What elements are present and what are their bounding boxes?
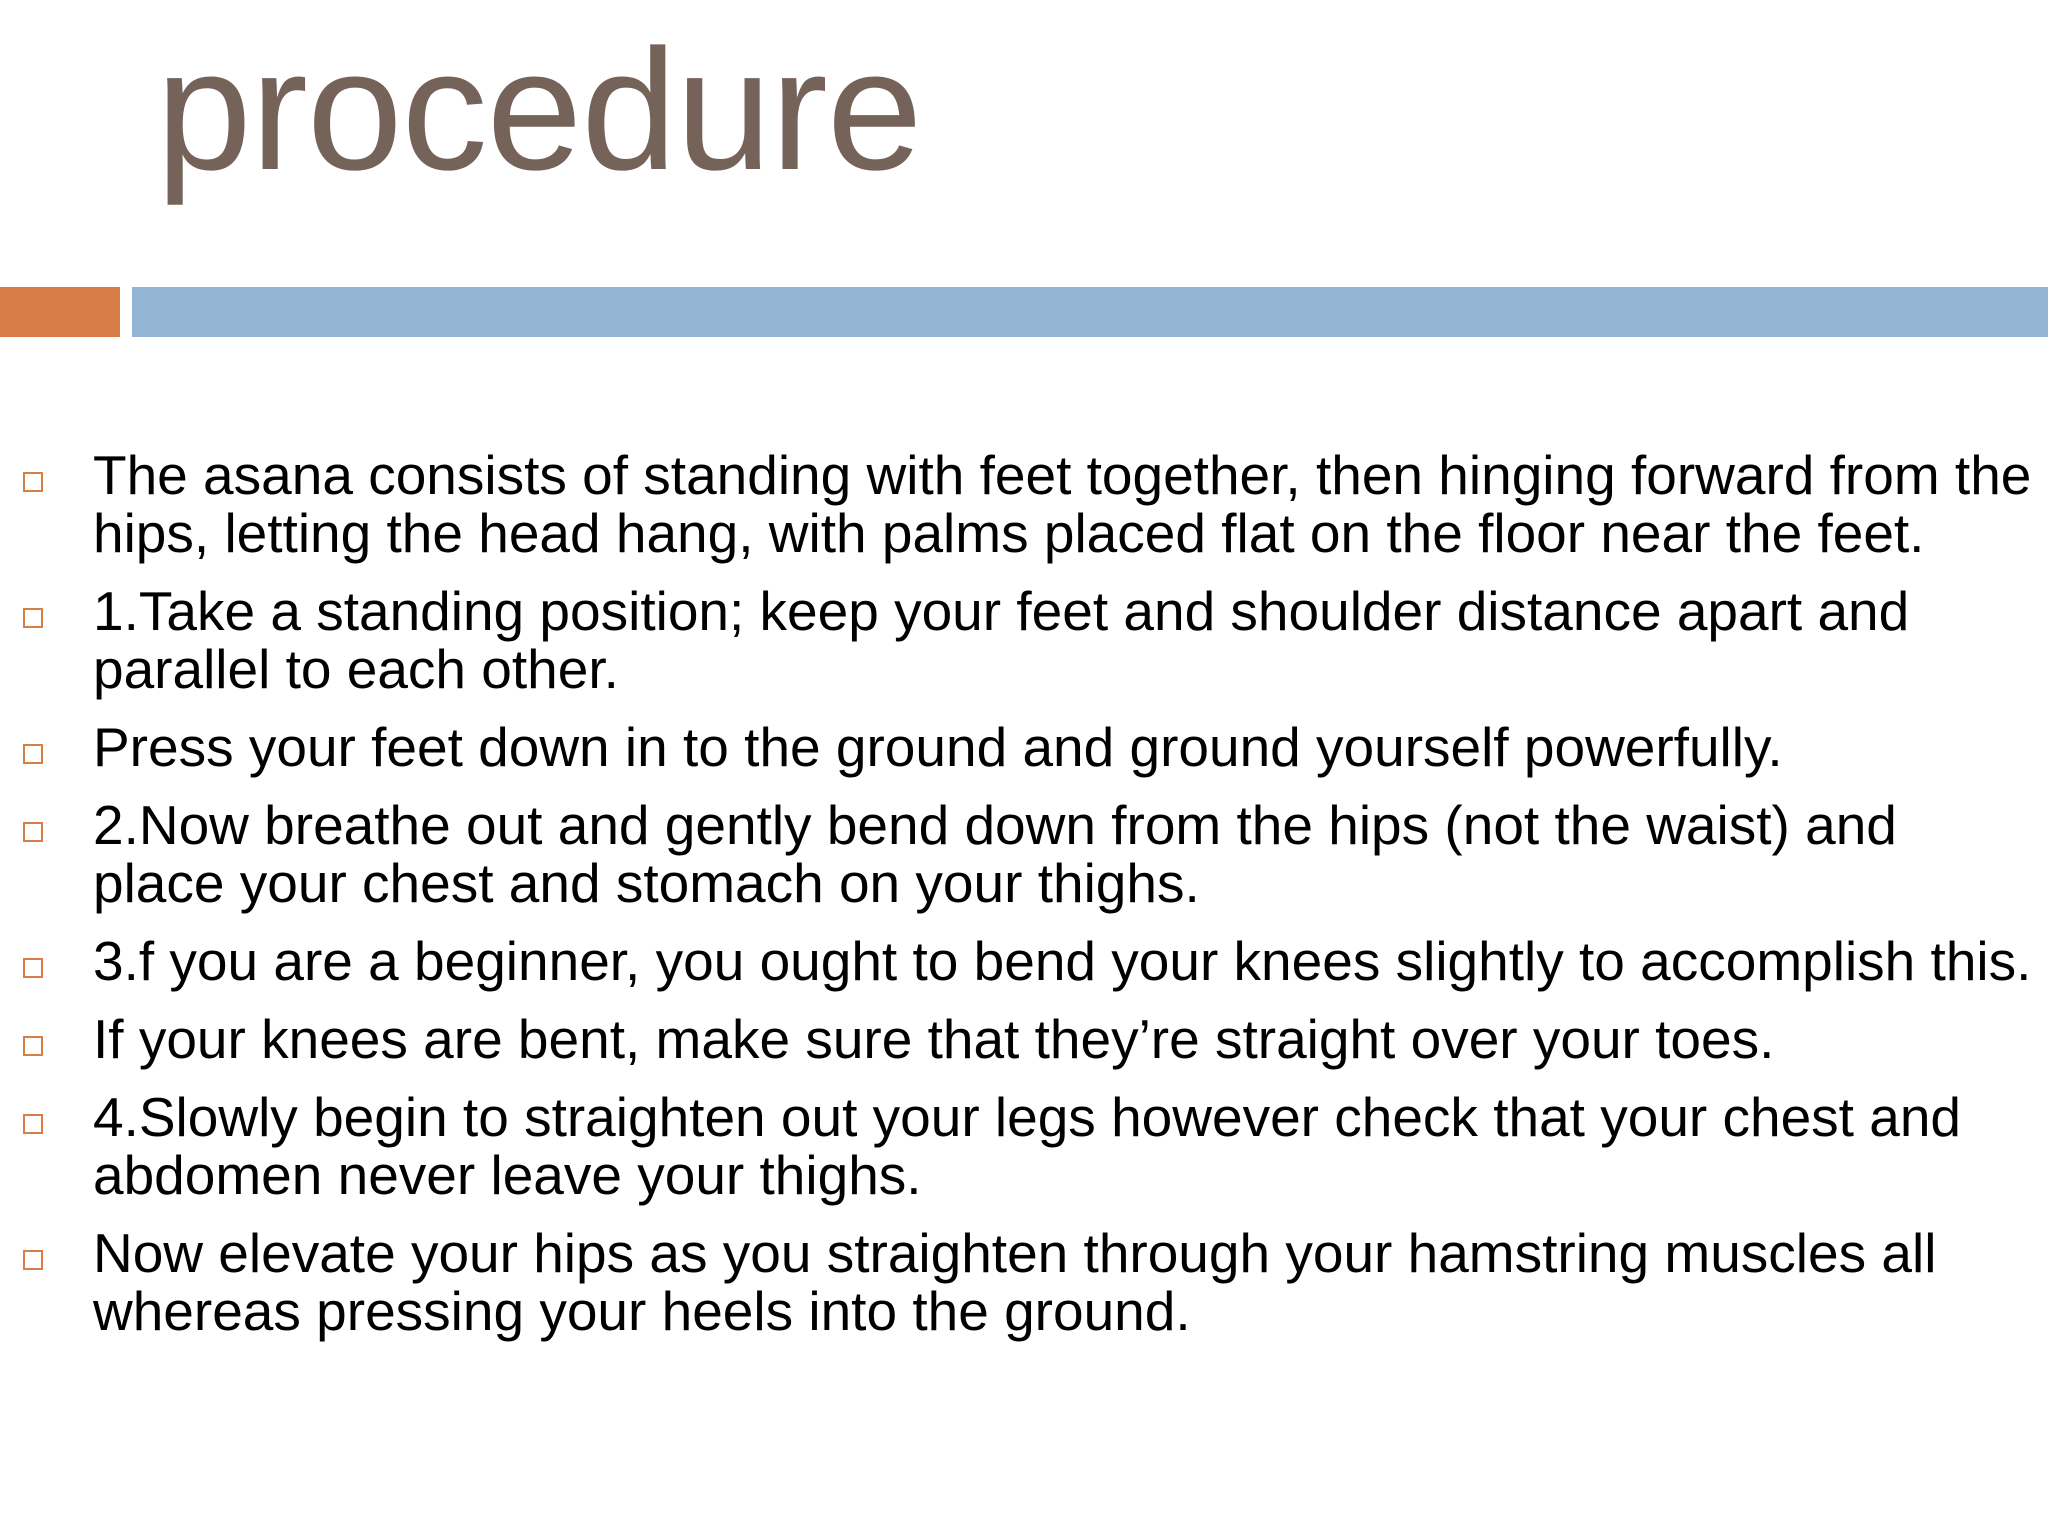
bullet-item bbox=[0, 1224, 2048, 1340]
hollow-square-icon bbox=[23, 744, 43, 764]
hollow-square-icon bbox=[23, 472, 43, 492]
bullet-text: 1.Take a standing position; keep your feet and shoulder distance apart and parallel to each other. bbox=[93, 580, 1910, 700]
accent-bar-blue bbox=[132, 287, 2048, 337]
hollow-square-icon bbox=[23, 1114, 43, 1134]
slide-title: procedure bbox=[156, 14, 922, 206]
bullet-item bbox=[0, 718, 2048, 776]
hollow-square-icon bbox=[23, 1250, 43, 1270]
bullet-item bbox=[0, 446, 2048, 562]
bullet-list bbox=[0, 446, 2048, 1360]
bullet-item bbox=[0, 932, 2048, 990]
bullet-text: If your knees are bent, make sure that they’re straight over your toes. bbox=[93, 1008, 1775, 1070]
bullet-text: 2.Now breathe out and gently bend down from the hips (not the waist) and place your chest and stomach on your thighs. bbox=[93, 794, 1897, 914]
bullet-text: The asana consists of standing with feet together, then hinging forward from the hips, letting the head hang, with palms placed flat on the floor near the feet. bbox=[93, 444, 2032, 564]
bullet-item bbox=[0, 796, 2048, 912]
hollow-square-icon bbox=[23, 822, 43, 842]
bullet-text: 3.f you are a beginner, you ought to bend your knees slightly to accomplish this. bbox=[93, 930, 2032, 992]
bullet-item bbox=[0, 582, 2048, 698]
accent-bar-orange bbox=[0, 287, 120, 337]
bullet-item bbox=[0, 1010, 2048, 1068]
hollow-square-icon bbox=[23, 608, 43, 628]
bullet-text: 4.Slowly begin to straighten out your legs however check that your chest and abdomen never leave your thighs. bbox=[93, 1086, 1962, 1206]
bullet-item bbox=[0, 1088, 2048, 1204]
bullet-text: Press your feet down in to the ground and ground yourself powerfully. bbox=[93, 716, 1783, 778]
bullet-text: Now elevate your hips as you straighten through your hamstring muscles all whereas pressing your heels into the ground. bbox=[93, 1222, 1937, 1342]
hollow-square-icon bbox=[23, 1036, 43, 1056]
hollow-square-icon bbox=[23, 958, 43, 978]
